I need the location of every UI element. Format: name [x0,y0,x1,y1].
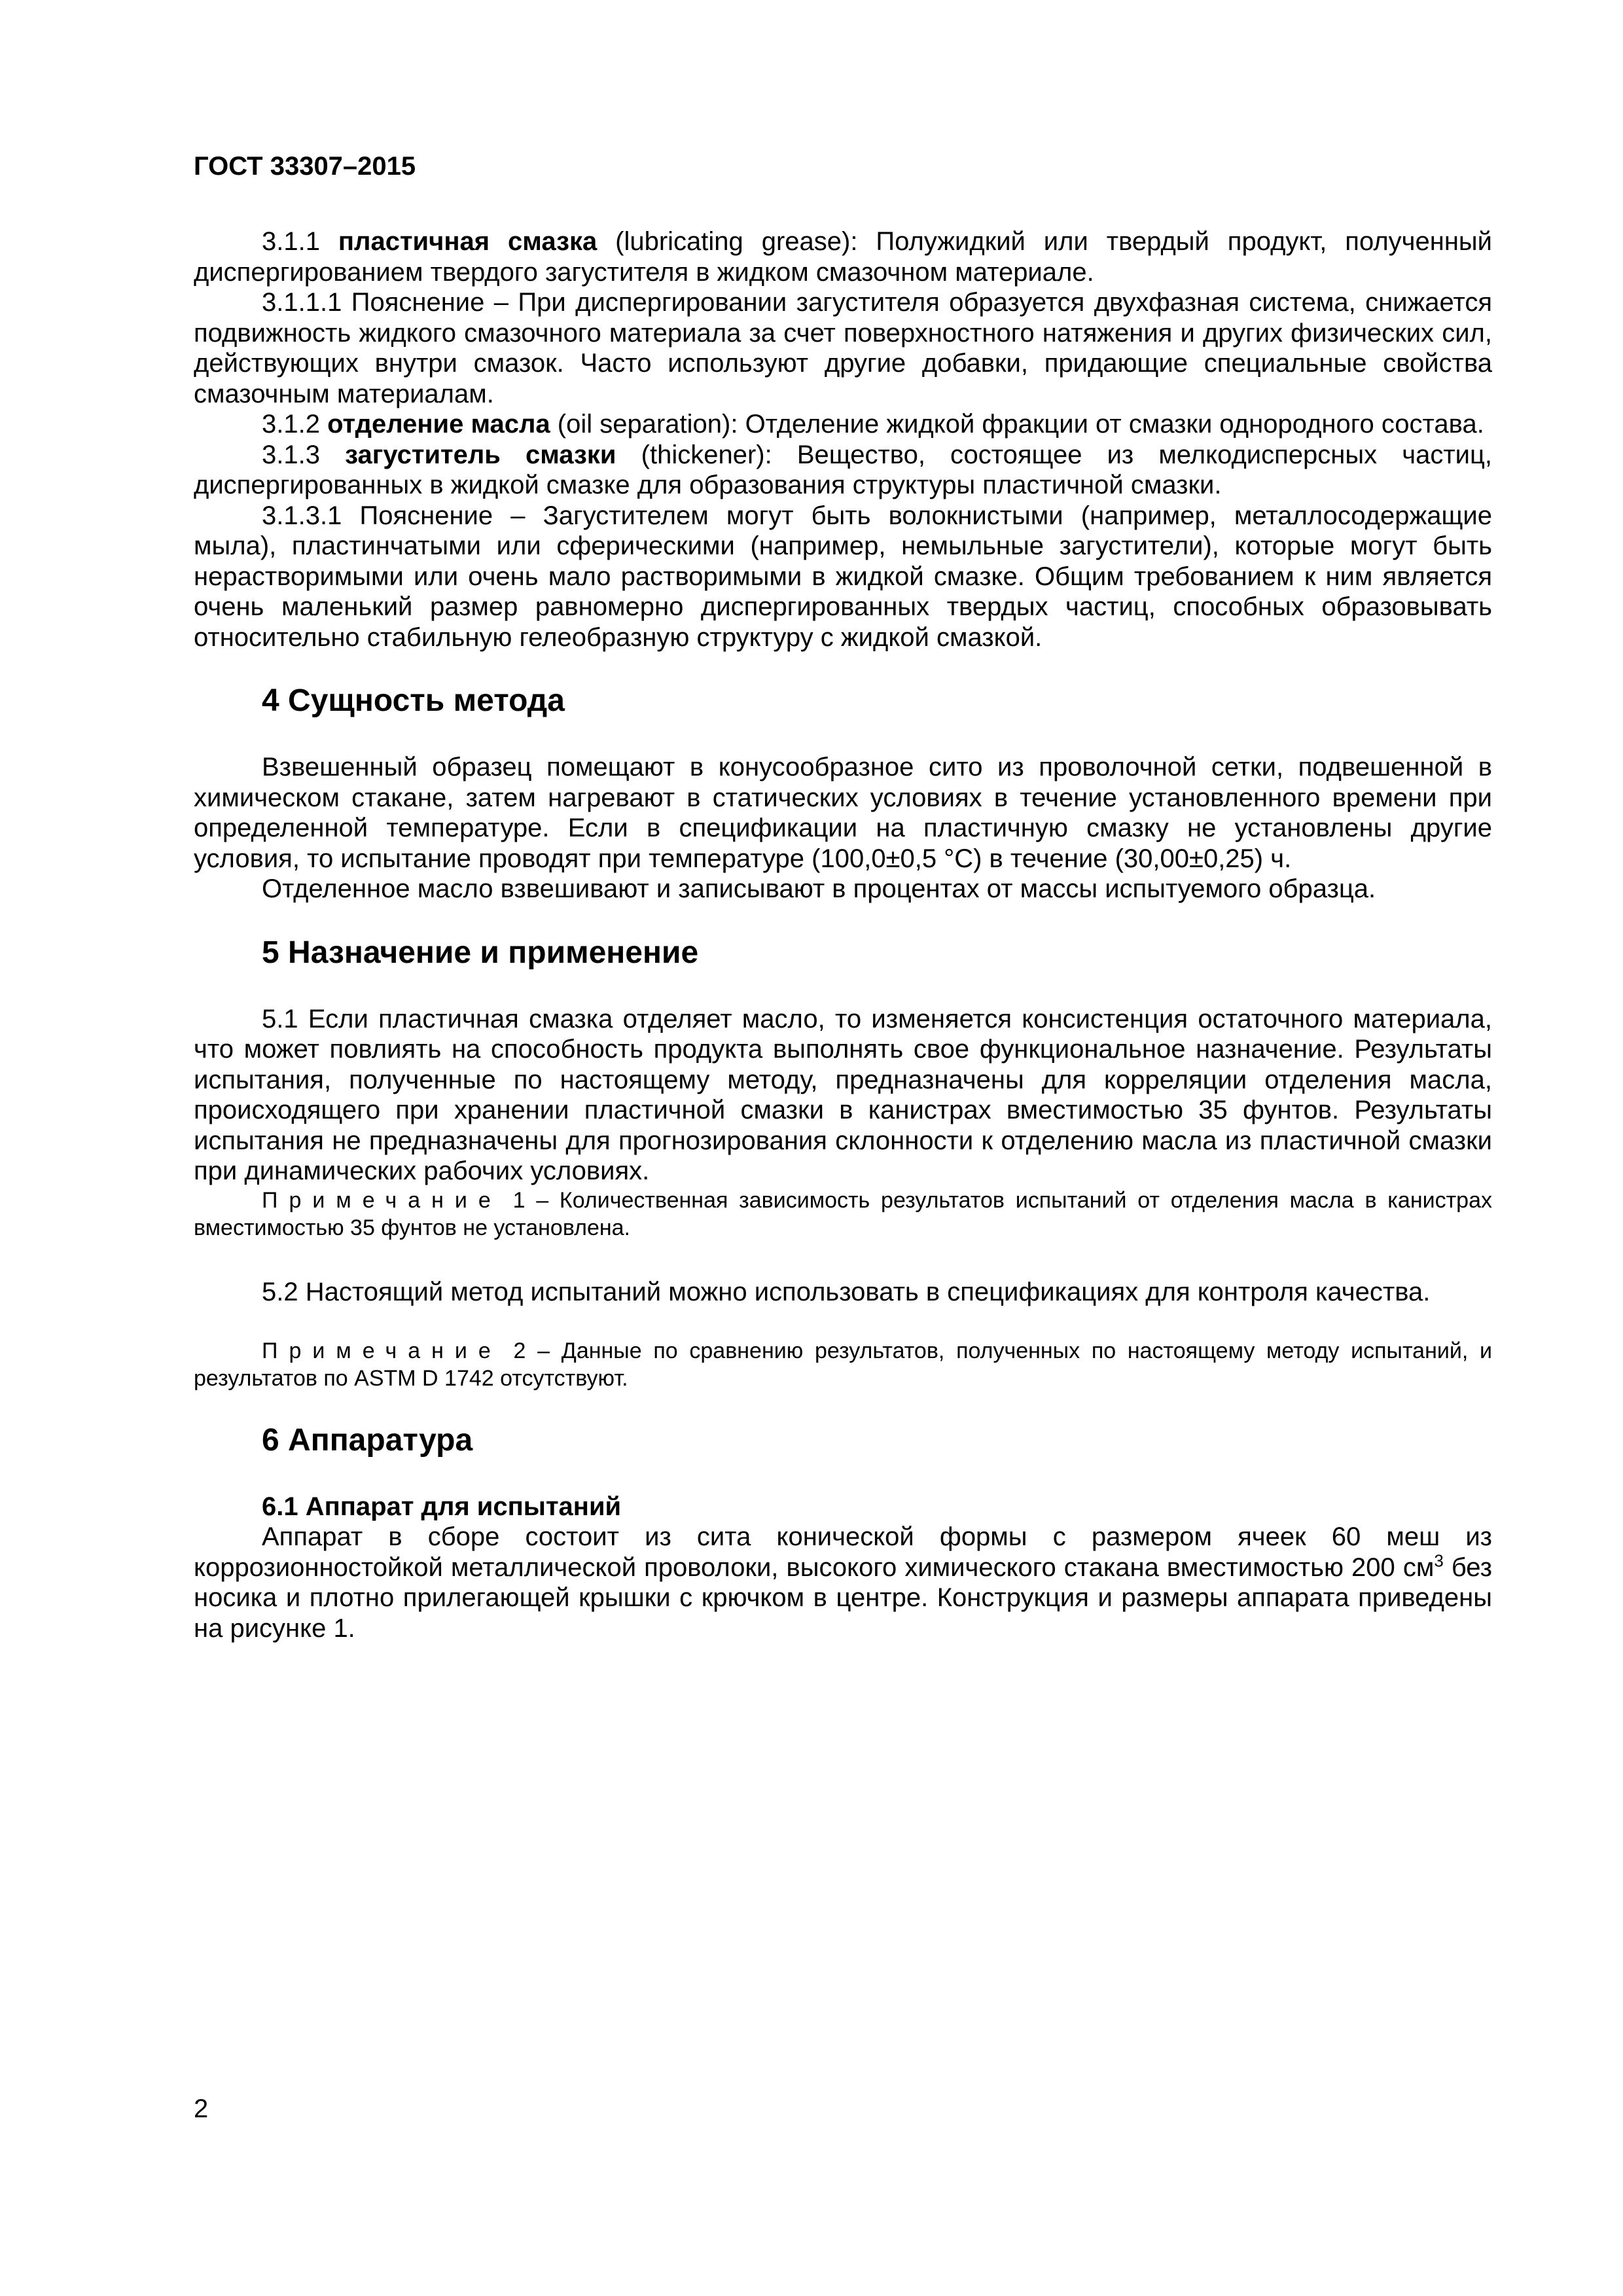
term-oil-separation: отделение масла [327,410,550,439]
section-5-heading: 5 Назначение и применение [262,935,699,970]
subsection-6-1-heading: 6.1 Аппарат для испытаний [262,1492,622,1521]
clause-6-1-paragraph [194,1522,1492,1643]
paragraph-text: Аппарат в сборе состоит из сита конической формы с размером ячеек 60 меш из коррозионностойкой металлической проволоки, высокого химического стакана вместимостью 200 см [194,1522,1492,1582]
note-label: Примечание [262,1187,502,1213]
document-code: ГОСТ 33307–2015 [194,152,416,181]
section-4-paragraph-1: Взвешенный образец помещают в конусообразное сито из проволочной сетки, подвешенной в химическом стакане, затем нагревают в статических условиях в течение установленного времени при определенной температуре. Если в спецификации на пластичную смазку не установлены другие условия, то испытание проводят при температуре (100,0±0,5 °С) в течение (30,00±0,25) ч. [194,753,1492,873]
clause-5-1: 5.1 Если пластичная смазка отделяет масло, то изменяется консистенция остаточного материала, что может повлиять на способность продукта выполнять свое функциональное назначение. Результаты испытания, полученные по настоящему методу, предназначены для корреляции отделения масла, происходящего при хранении пластичной смазки в канистрах вместимостью 35 фунтов. Результаты испытания не предназначены для прогнозирования склонности к отделению масла из пластичной смазки при динамических рабочих условиях. [194,1004,1492,1185]
clause-3-1-3 [194,440,1492,501]
section-4-heading: 4 Сущность метода [262,683,565,718]
note-text: 2 – Данные по сравнению результатов, полученных по настоящему методу испытаний, и результатов по ASTM D 1742 отсутствуют. [194,1338,1492,1391]
note-text: 1 – Количественная зависимость результатов испытаний от отделения масла в канистрах вместимостью 35 фунтов не установлена. [194,1187,1492,1240]
term-lubricating-grease: пластичная смазка [338,227,597,256]
clause-5-2: 5.2 Настоящий метод испытаний можно использовать в спецификациях для контроля качества. [262,1277,1431,1306]
clause-3-1-3-1: 3.1.3.1 Пояснение – Загустителем могут быть волокнистыми (например, металлосодержащие мыла), пластинчатыми или сферическими (например, немыльные загустители), которые могут быть нерастворимыми или очень мало растворимыми в жидкой смазке. Общим требованием к ним является очень маленький размер равномерно диспергированных твердых частиц, способных образовывать относительно стабильную гелеобразную структуру с жидкой смазкой. [194,501,1492,652]
section-4-paragraph-2: Отделенное масло взвешивают и записывают в процентах от массы испытуемого образца. [262,874,1376,903]
clause-definition: (thickener): Вещество, состоящее из мелкодисперсных частиц, диспергированных в жидкой смазке для образования структуры пластичной смазки. [194,440,1493,499]
note-2 [194,1337,1492,1392]
clause-number: 3.1.3 [262,440,346,469]
clause-3-1-1 [194,226,1492,287]
paragraph-text: без носика и плотно прилегающей крышки с крючком в центре. Конструкция и размеры аппарата приведены на рисунке 1. [194,1552,1492,1643]
clause-3-1-2 [194,409,1492,440]
note-label: Примечание [262,1338,502,1363]
page-number: 2 [194,2094,209,2123]
section-6-heading: 6 Аппаратура [262,1423,473,1458]
clause-definition: (lubricating grease): Полужидкий или твердый продукт, полученный диспергированием твердого загустителя в жидком смазочном материале. [194,227,1493,287]
superscript-cubed: 3 [1434,1551,1444,1571]
document-page [194,151,1492,2206]
clause-definition: (oil separation): Отделение жидкой фракции от смазки однородного состава. [550,410,1484,439]
clause-number: 3.1.2 [262,410,328,439]
clause-3-1-1-1: 3.1.1.1 Пояснение – При диспергировании загустителя образуется двухфазная система, снижается подвижность жидкого смазочного материала за счет поверхностного натяжения и других физических сил, действующих внутри смазок. Часто используют другие добавки, придающие специальные свойства смазочным материалам. [194,288,1492,408]
note-1 [194,1187,1492,1242]
term-thickener: загуститель смазки [345,440,616,469]
clause-number: 3.1.1 [262,227,338,256]
